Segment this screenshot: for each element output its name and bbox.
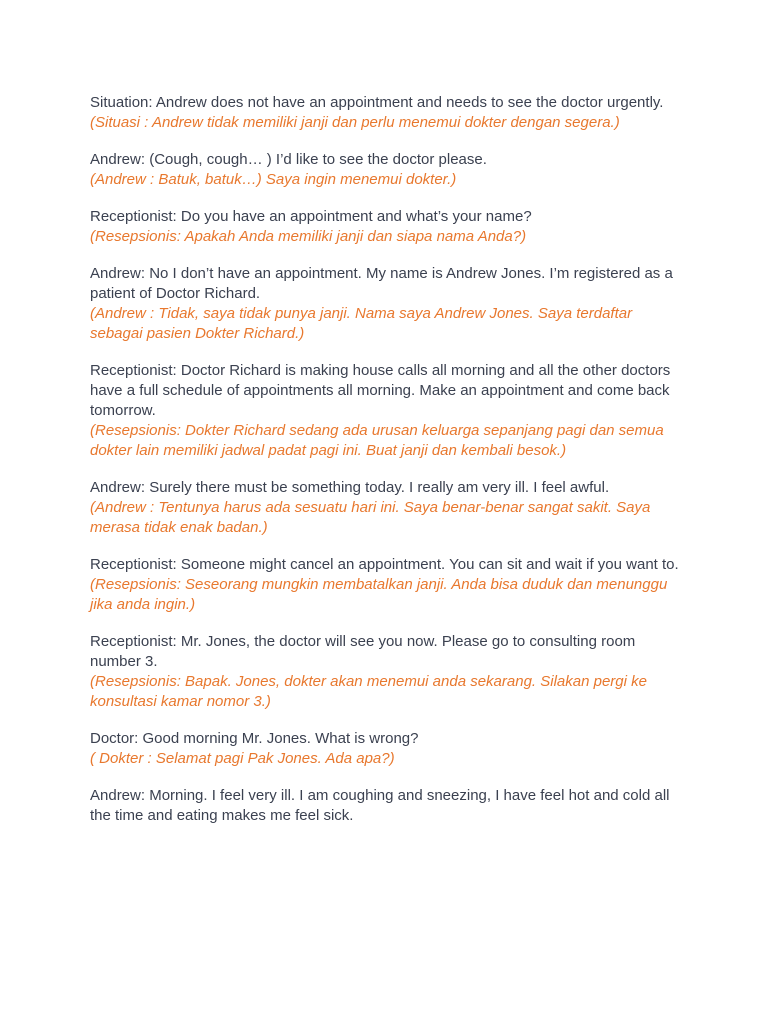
english-line: Andrew: No I don’t have an appointment. My name is Andrew Jones. I’m registered as a patient of Doctor Richard. [90,265,673,302]
dialogue-paragraph-receptionist-room [90,632,680,712]
indonesian-translation: ( Dokter : Selamat pagi Pak Jones. Ada apa?) [90,750,395,767]
english-line: Receptionist: Someone might cancel an appointment. You can sit and wait if you want to. [90,556,679,573]
english-line: Andrew: (Cough, cough… ) I’d like to see the doctor please. [90,151,487,168]
indonesian-translation: (Resepsionis: Bapak. Jones, dokter akan menemui anda sekarang. Silakan pergi ke konsultasi kamar nomor 3.) [90,673,647,710]
english-line: Receptionist: Do you have an appointment and what’s your name? [90,208,532,225]
indonesian-translation: (Resepsionis: Apakah Anda memiliki janji dan siapa nama Anda?) [90,228,527,245]
document-page [90,93,680,843]
dialogue-paragraph-receptionist-schedule [90,361,680,461]
indonesian-translation: (Andrew : Tentunya harus ada sesuatu hari ini. Saya benar-benar sangat sakit. Saya merasa tidak enak badan.) [90,499,651,536]
dialogue-paragraph-situation [90,93,680,133]
dialogue-paragraph-doctor-greeting [90,729,680,769]
dialogue-paragraph-andrew-request [90,150,680,190]
english-line: Andrew: Surely there must be something today. I really am very ill. I feel awful. [90,479,610,496]
dialogue-paragraph-andrew-symptoms [90,786,680,826]
indonesian-translation: (Situasi : Andrew tidak memiliki janji dan perlu menemui dokter dengan segera.) [90,114,620,131]
dialogue-paragraph-receptionist-question [90,207,680,247]
english-line: Andrew: Morning. I feel very ill. I am coughing and sneezing, I have feel hot and cold all the time and eating makes me feel sick. [90,787,670,824]
indonesian-translation: (Resepsionis: Dokter Richard sedang ada urusan keluarga sepanjang pagi dan semua dokter lain memiliki jadwal padat pagi ini. Buat janji dan kembali besok.) [90,422,664,459]
dialogue-paragraph-andrew-ill [90,478,680,538]
english-line: Receptionist: Mr. Jones, the doctor will see you now. Please go to consulting room number 3. [90,633,636,670]
english-line: Receptionist: Doctor Richard is making house calls all morning and all the other doctors have a full schedule of appointments all morning. Make an appointment and come back tomorrow. [90,362,671,419]
english-line: Doctor: Good morning Mr. Jones. What is wrong? [90,730,419,747]
dialogue-paragraph-andrew-name [90,264,680,344]
indonesian-translation: (Andrew : Tidak, saya tidak punya janji. Nama saya Andrew Jones. Saya terdaftar sebagai pasien Dokter Richard.) [90,305,633,342]
dialogue-paragraph-receptionist-wait [90,555,680,615]
indonesian-translation: (Resepsionis: Seseorang mungkin membatalkan janji. Anda bisa duduk dan menunggu jika anda ingin.) [90,576,668,613]
indonesian-translation: (Andrew : Batuk, batuk…) Saya ingin menemui dokter.) [90,171,457,188]
english-line: Situation: Andrew does not have an appointment and needs to see the doctor urgently. [90,94,664,111]
